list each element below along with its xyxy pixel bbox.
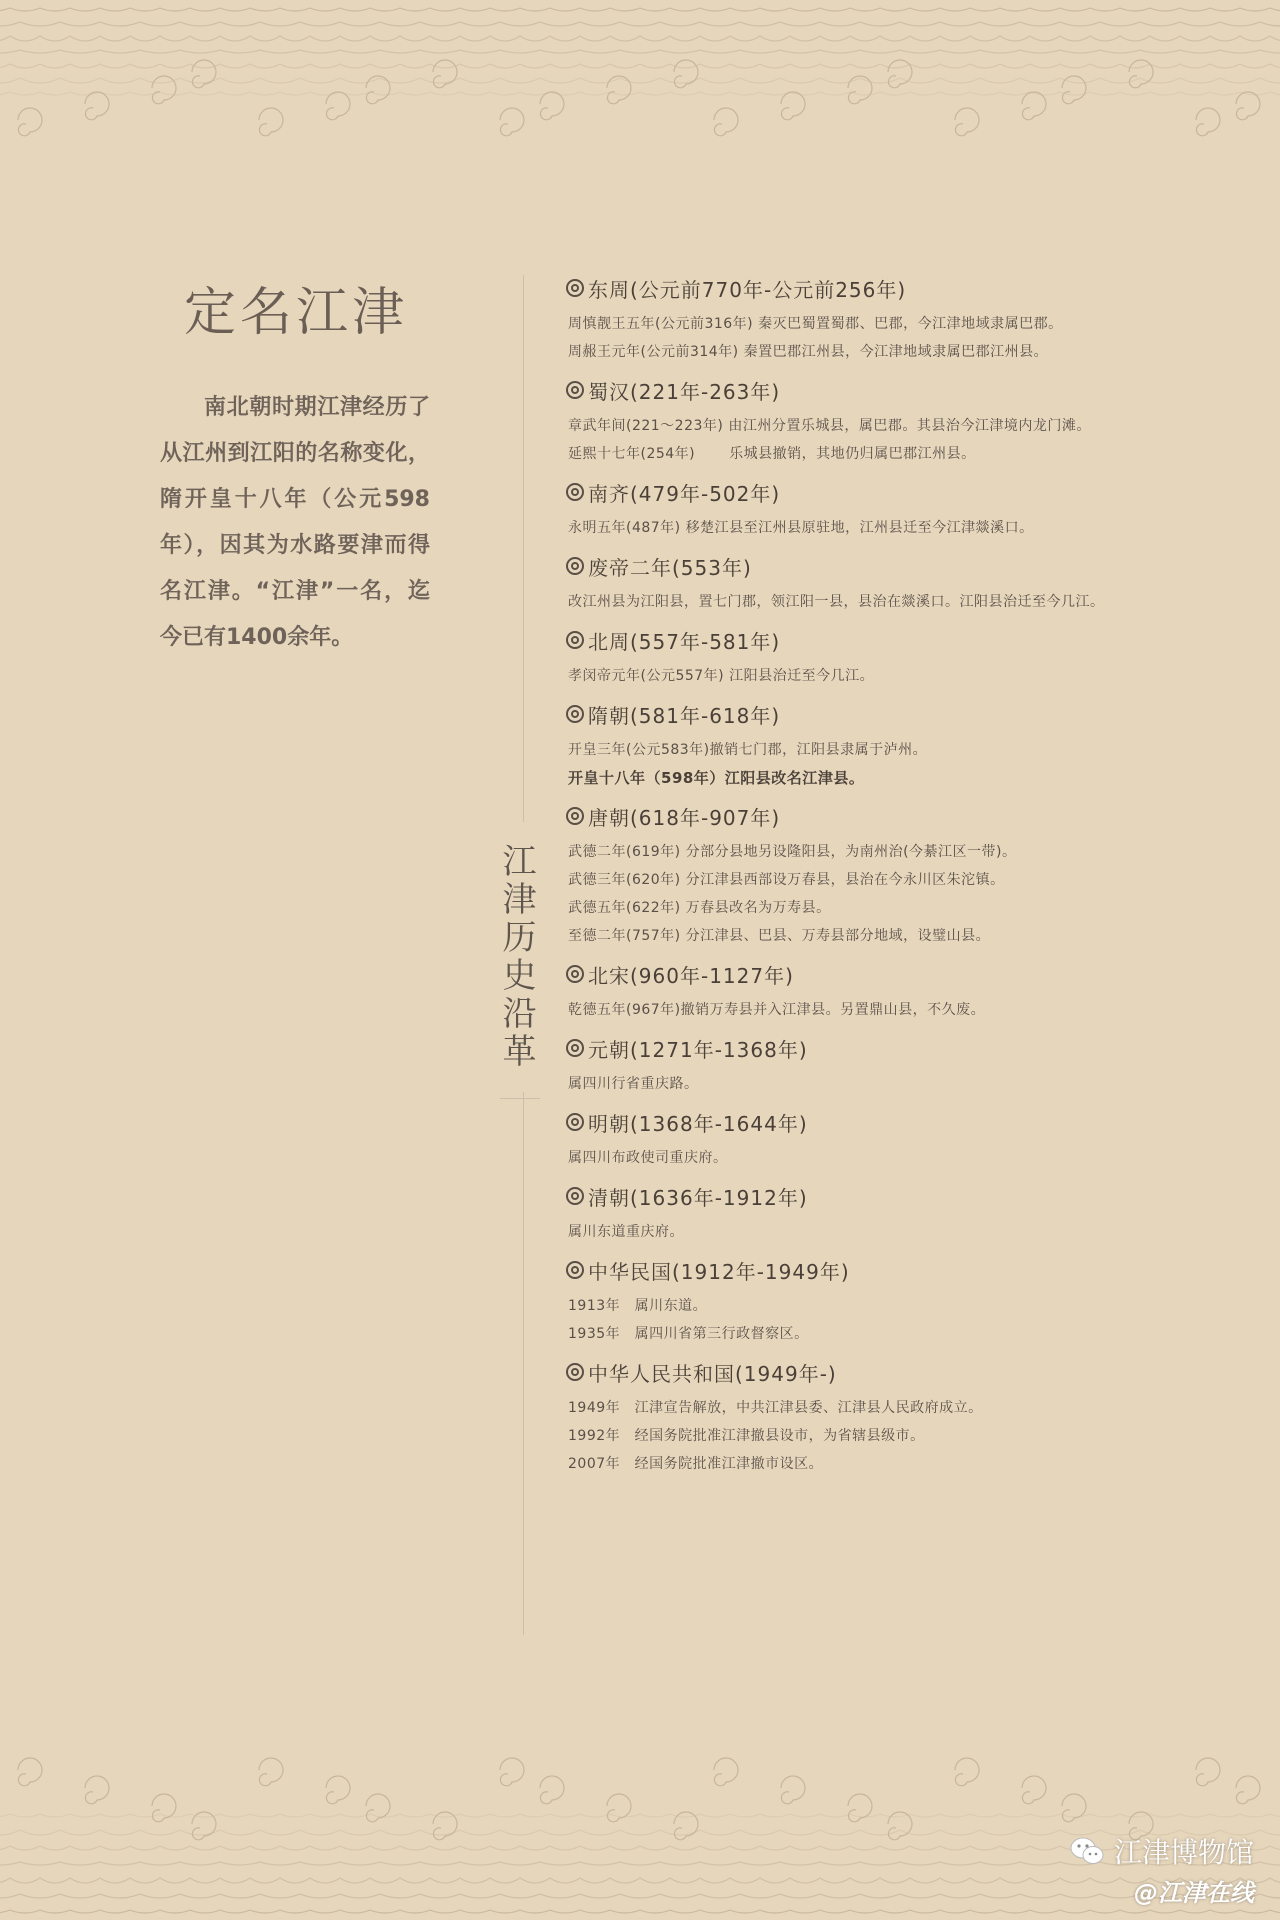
timeline-event: 永明五年(487年) 移楚江县至江州县原驻地，江州县迁至今江津燚溪口。 [568, 520, 1034, 536]
double-circle-icon [566, 1363, 584, 1381]
wave-curl [500, 108, 524, 136]
wave-curl [259, 108, 283, 136]
era-label: 隋朝(581年-618年) [588, 703, 781, 728]
wave-curl [1196, 1758, 1220, 1786]
wave-line [0, 50, 1280, 53]
wave-curl [540, 1776, 564, 1804]
timeline-event: 至德二年(757年) 分江津县、巴县、万寿县部分地域，设璧山县。 [568, 928, 991, 944]
wave-curl [848, 76, 872, 104]
timeline-event: 属四川布政使司重庆府。 [568, 1150, 728, 1166]
era-label: 中华民国(1912年-1949年) [588, 1259, 850, 1284]
timeline-event: 改江州县为江阳县，置七门郡，领江阳一县，县治在燚溪口。江阳县治迁至今几江。 [568, 594, 1105, 610]
wave-line [0, 1814, 1280, 1817]
timeline-event: 延熙十七年(254年) 乐城县撤销，其地仍归属巴郡江州县。 [568, 446, 976, 462]
wave-curl [540, 92, 564, 120]
wave-curl [1022, 1776, 1046, 1804]
wave-curl [607, 76, 631, 104]
era-label: 南齐(479年-502年) [588, 481, 781, 506]
double-circle-icon [566, 631, 584, 649]
wave-curl [152, 1794, 176, 1822]
wave-curl [781, 1776, 805, 1804]
era-label: 东周(公元前770年-公元前256年) [588, 277, 907, 302]
era-label: 明朝(1368年-1644年) [588, 1111, 808, 1136]
wave-curl [366, 76, 390, 104]
timeline-event: 乾德五年(967年)撤销万寿县并入江津县。另置鼎山县，不久废。 [568, 1002, 986, 1018]
timeline-event: 章武年间(221～223年) 由江州分置乐城县，属巴郡。其县治今江津境内龙门滩。 [568, 418, 1091, 434]
era-label: 北宋(960年-1127年) [588, 963, 794, 988]
wave-curl [1236, 92, 1260, 120]
timeline-event: 开皇三年(公元583年)撤销七门郡，江阳县隶属于泸州。 [568, 742, 928, 758]
timeline-event: 武德三年(620年) 分江津县西部设万春县，县治在今永川区朱沱镇。 [568, 872, 1005, 888]
wave-curl [1236, 1776, 1260, 1804]
era-label: 唐朝(618年-907年) [588, 805, 781, 830]
wave-curl [85, 92, 109, 120]
wave-curl [259, 1758, 283, 1786]
timeline-event: 开皇十八年（598年）江阳县改名江津县。 [568, 769, 865, 787]
timeline-event: 周慎靓王五年(公元前316年) 秦灭巴蜀置蜀郡、巴郡，今江津地域隶属巴郡。 [568, 316, 1063, 332]
wave-curl [955, 1758, 979, 1786]
era-heading [566, 1354, 1256, 1390]
double-circle-icon [566, 1261, 584, 1279]
timeline-event: 1949年 江津宣告解放，中共江津县委、江津县人民政府成立。 [568, 1400, 983, 1416]
top-wave-decoration [0, 0, 1280, 150]
era-label: 中华人民共和国(1949年-) [588, 1361, 837, 1386]
era-heading [566, 372, 1256, 408]
era-heading [566, 1252, 1256, 1288]
wave-curl [955, 108, 979, 136]
double-circle-icon [566, 381, 584, 399]
wave-curl [674, 1812, 698, 1840]
wave-curl [192, 1812, 216, 1840]
double-circle-icon [566, 1187, 584, 1205]
era-heading [566, 1178, 1256, 1214]
history-timeline [566, 270, 1256, 1482]
wave-curl [152, 76, 176, 104]
wave-curl [326, 92, 350, 120]
era-heading [566, 622, 1256, 658]
double-circle-icon [566, 965, 584, 983]
era-heading [566, 548, 1256, 584]
timeline-event: 1913年 属川东道。 [568, 1298, 708, 1314]
watermark [1070, 1831, 1254, 1908]
wave-curl [500, 1758, 524, 1786]
wave-curl [85, 1776, 109, 1804]
double-circle-icon [566, 1113, 584, 1131]
wave-curl [366, 1794, 390, 1822]
timeline-event: 孝闵帝元年(公元557年) 江阳县治迁至今几江。 [568, 668, 875, 684]
watermark-handle: @江津在线 [1134, 1879, 1254, 1907]
era-heading [566, 474, 1256, 510]
timeline-event: 属川东道重庆府。 [568, 1224, 684, 1240]
era-label: 元朝(1271年-1368年) [588, 1037, 808, 1062]
era-heading [566, 956, 1256, 992]
double-circle-icon [566, 483, 584, 501]
section-title: 定名江津 [184, 283, 409, 343]
era-label: 清朝(1636年-1912年) [588, 1185, 808, 1210]
double-circle-icon [566, 557, 584, 575]
double-circle-icon [566, 705, 584, 723]
wave-line [0, 1910, 1280, 1913]
timeline-event: 2007年 经国务院批准江津撤市设区。 [568, 1456, 824, 1472]
era-heading [566, 798, 1256, 834]
wave-line [0, 22, 1280, 26]
wave-curl [1062, 1794, 1086, 1822]
era-heading [566, 1030, 1256, 1066]
wechat-icon [1070, 1837, 1104, 1865]
timeline-event: 属四川行省重庆路。 [568, 1076, 699, 1092]
era-label: 蜀汉(221年-263年) [588, 379, 781, 404]
wave-curl [18, 108, 42, 136]
timeline-event: 武德二年(619年) 分部分县地另设隆阳县，为南州治(今綦江区一带)。 [568, 844, 1017, 860]
wave-curl [18, 1758, 42, 1786]
era-label: 废帝二年(553年) [588, 555, 752, 580]
wave-curl [888, 60, 912, 88]
double-circle-icon [566, 1039, 584, 1057]
wave-curl [1129, 60, 1153, 88]
timeline-event: 周赧王元年(公元前314年) 秦置巴郡江州县，今江津地域隶属巴郡江州县。 [568, 344, 1049, 360]
intro-paragraph: 南北朝时期江津经历了从江州到江阳的名称变化，隋开皇十八年（公元598年），因其为水路要津而得名江津。“江津”一名，迄今已有1400余年。 [160, 395, 430, 650]
vertical-title: 江津历史沿革 [496, 822, 536, 1092]
era-label: 北周(557年-581年) [588, 629, 781, 654]
wave-curl [674, 60, 698, 88]
timeline-event: 武德五年(622年) 万春县改名为万寿县。 [568, 900, 831, 916]
wave-line [0, 92, 1280, 95]
era-heading [566, 696, 1256, 732]
wave-curl [1022, 92, 1046, 120]
wave-curl [1196, 108, 1220, 136]
wave-curl [714, 108, 738, 136]
wave-curl [433, 60, 457, 88]
vertical-title-rule [500, 1098, 540, 1099]
wave-curl [192, 60, 216, 88]
era-heading [566, 270, 1256, 306]
wave-line [0, 8, 1280, 11]
wave-curl [326, 1776, 350, 1804]
double-circle-icon [566, 279, 584, 297]
wave-curl [848, 1794, 872, 1822]
wave-line [0, 64, 1280, 68]
wave-line [0, 36, 1280, 41]
double-circle-icon [566, 807, 584, 825]
timeline-event: 1992年 经国务院批准江津撤县设市，为省辖县级市。 [568, 1428, 925, 1444]
wave-curl [781, 92, 805, 120]
wave-curl [714, 1758, 738, 1786]
wave-curl [433, 1812, 457, 1840]
timeline-event: 1935年 属四川省第三行政督察区。 [568, 1326, 809, 1342]
wave-curl [607, 1794, 631, 1822]
era-heading [566, 1104, 1256, 1140]
intro-panel [160, 270, 430, 661]
watermark-museum-name: 江津博物馆 [1113, 1836, 1254, 1869]
wave-curl [1062, 76, 1086, 104]
